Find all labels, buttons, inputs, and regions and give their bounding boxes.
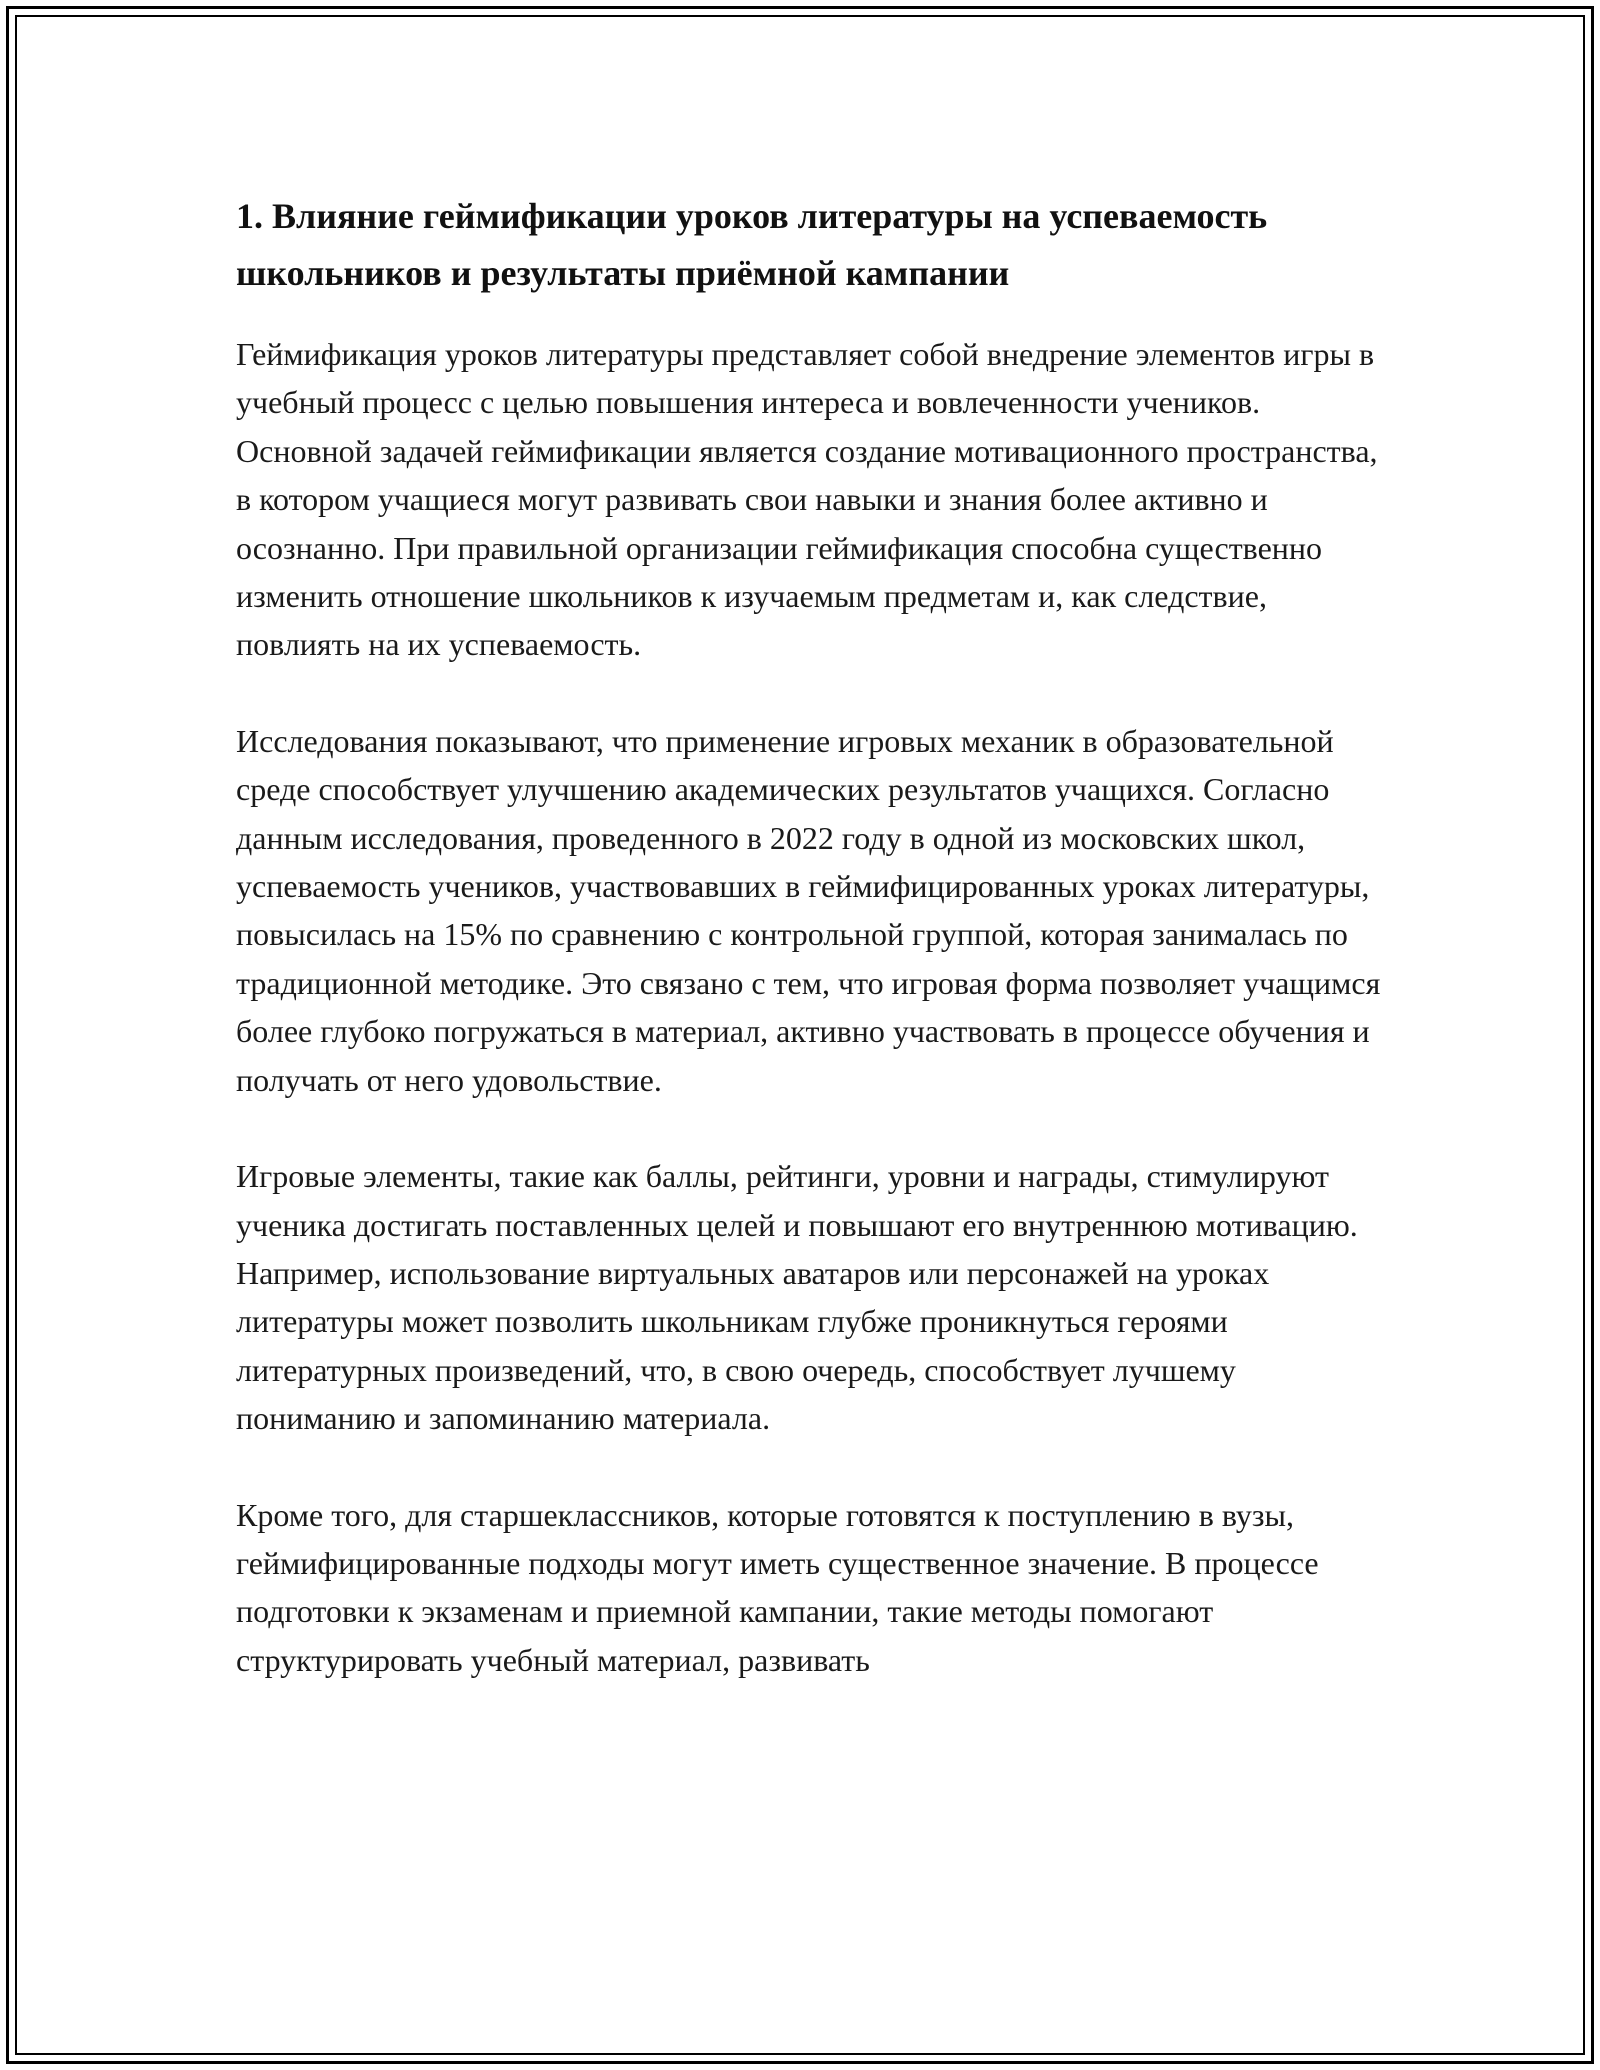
paragraph-4: Кроме того, для старшеклассников, которые готовятся к поступлению в вузы, геймифицированные подходы могут иметь существенное значение. В процессе подготовки к экзаменам и приемной кампании, такие методы помогают структурировать учебный материал, развивать — [236, 1496, 1319, 1678]
paragraph-3: Игровые элементы, такие как баллы, рейтинги, уровни и награды, стимулируют ученика достигать поставленных целей и повышают его внутреннюю мотивацию. Например, использование виртуальных аватаров или персонажей на уроках литературы может позволить школьникам глубже проникнуться героями литературных произведений, что, в свою очередь, способствует лучшему пониманию и запоминанию материала. — [236, 1158, 1358, 1437]
paragraph-1: Геймификация уроков литературы представляет собой внедрение элементов игры в учебный процесс с целью повышения интереса и вовлеченности учеников. Основной задачей геймификации является создание мотивационного пространства, в котором учащиеся могут развивать свои навыки и знания более активно и осознанно. При правильной организации геймификация способна существенно изменить отношение школьников к изучаемым предметам и, как следствие, повлиять на их успеваемость. — [236, 336, 1378, 663]
document-body — [236, 188, 1386, 1732]
paragraph-2: Исследования показывают, что применение игровых механик в образовательной среде способствует улучшению академических результатов учащихся. Согласно данным исследования, проведенного в 2022 году в одной из московских школ, успеваемость учеников, участвовавших в геймифицированных уроках литературы, повысилась на 15% по сравнению с контрольной группой, которая занималась по традиционной методике. Это связано с тем, что игровая форма позволяет учащимся более глубоко погружаться в материал, активно участвовать в процессе обучения и получать от него удовольствие. — [236, 722, 1381, 1098]
section-title: 1. Влияние геймификации уроков литературы на успеваемость школьников и результаты приёмной кампании — [236, 196, 1268, 293]
